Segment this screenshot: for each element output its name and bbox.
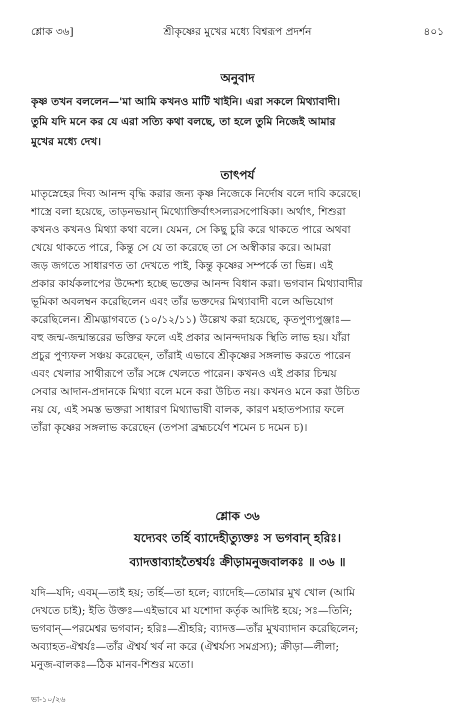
purport-line: ভূমিকা অবলম্বন করেছিলেন এবং তাঁর ভক্তদের মিথ্যাবাদী বলে অভিযোগ [31,296,334,308]
verse-line: ব্যাদত্তাব্যাহতৈশ্বর্যঃ ক্রীড়ামনুজবালকঃ ॥ ৩৬ ॥ [129,555,346,569]
purport-line: এবং খেলার সাথীরূপে তাঁর সঙ্গে খেলতে পারেন। কখনও এই প্রকার চিন্ময় [31,368,337,380]
running-header [31,24,444,40]
synonyms-line: অব্যাহত-ঐশ্বর্যঃ—তাঁর ঐশ্বর্য খর্ব না করে (ঐশ্বর্যস্য সমগ্রস্য); ক্রীড়া—লীলা; [31,641,340,653]
synonyms-line: যদি—যদি; এবম্—তাই হয়; তর্হি—তা হলে; ব্যাদেহি—তোমার মুখ খোল (আমি [31,587,355,599]
purport-line: করেছিলেন। শ্রীমদ্ভাগবতে (১০/১২/১১) উল্লেখ করা হয়েছে, কৃতপুণ্যপুঞ্জাঃ— [31,314,351,326]
purport-line: বহু জন্ম-জন্মান্তরের ভক্তির ফলে এই প্রকার আনন্দদায়ক স্থিতি লাভ হয়। যাঁরা [31,332,350,344]
purport-line: শাস্ত্রে বলা হয়েছে, তাড়নভয়ান্ মিথ্যোক্তির্বাৎসল্যরসপোষিকা। অর্থাৎ, শিশুরা [31,206,346,218]
translation-heading: অনুবাদ [220,71,255,85]
purport-line: খেয়ে থাকতে পারে, কিন্তু সে যে তা করেছে তা সে অস্বীকার করে। আমরা [31,242,331,254]
synonyms-line: দেখতে চাই); ইতি উক্তঃ—এইভাবে মা যশোদা কর্তৃক আদিষ্ট হয়ে; সঃ—তিনি; [31,605,353,617]
purport-line: সেবার আদান-প্রদানকে মিথ্যা বলে মনে করা উচিত নয়। কখনও মনে করা উচিত [31,386,360,398]
page-footer-signature: ভা-১০/২৬ [31,695,66,704]
translation-line: মুখের মধ্যে দেখ। [31,136,102,148]
purport-heading: তাৎপর্য [220,168,255,182]
purport-line: নয় যে, এই সমস্ত ভক্তরা সাধারণ মিথ্যাভাষী বালক, কারণ মহাতপস্যার ফলে [31,404,345,416]
translation-line: কৃষ্ণ তখন বললেন—'মা আমি কখনও মাটি খাইনি। এরা সকলে মিথ্যাবাদী। [31,96,341,108]
verse-line: যদ্যেবং তর্হি ব্যাদেহীত্যুক্তঃ স ভগবান্ হরিঃ। [133,531,342,545]
purport-line: জড় জগতে সাধারণত তা দেখতে পাই, কিন্তু কৃষ্ণের সম্পর্কে তা ভিন্ন। এই [31,260,333,272]
synonyms-line: ভগবান্—পরমেশ্বর ভগবান; হরিঃ—শ্রীহরি; ব্যাদত্ত—তাঁর মুখব্যাদান করেছিলেন; [31,623,359,635]
synonyms-line: মনুজ-বালকঃ—ঠিক মানব-শিশুর মতো। [31,659,194,671]
translation-line: তুমি যদি মনে কর যে এরা সত্যি কথা বলছে, তা হলে তুমি নিজেই আমার [31,116,336,128]
purport-line: মাতৃস্নেহের দিব্য আনন্দ বৃদ্ধি করার জন্য কৃষ্ণ নিজেকে নির্দোষ বলে দাবি করেছে। [31,188,362,200]
purport-line: কখনও কখনও মিথ্যা কথা বলে। যেমন, সে কিছু চুরি করে থাকতে পারে অথবা [31,224,351,236]
header-chapter-title: শ্রীকৃষ্ণের মুখের মধ্যে বিশ্বরূপ প্রদর্শন [163,26,312,38]
header-verse-ref: শ্লোক ৩৬] [31,26,74,38]
verse-heading: শ্লোক ৩৬ [215,509,260,523]
purport-line: প্রচুর পুণ্যফল সঞ্চয় করেছেন, তাঁরাই এভাবে শ্রীকৃষ্ণের সঙ্গলাভ করতে পারেন [31,350,351,362]
purport-line: প্রকার কার্যকলাপের উদ্দেশ্য হচ্ছে ভক্তের আনন্দ বিধান করা। ভগবান মিথ্যাবাদীর [31,278,363,290]
header-page-number: ৪০১ [423,26,444,38]
purport-line: তাঁরা কৃষ্ণের সঙ্গলাভ করেছেন (তপসা ব্রহ্মচর্যেণ শমেন চ দমেন চ)। [31,422,308,434]
